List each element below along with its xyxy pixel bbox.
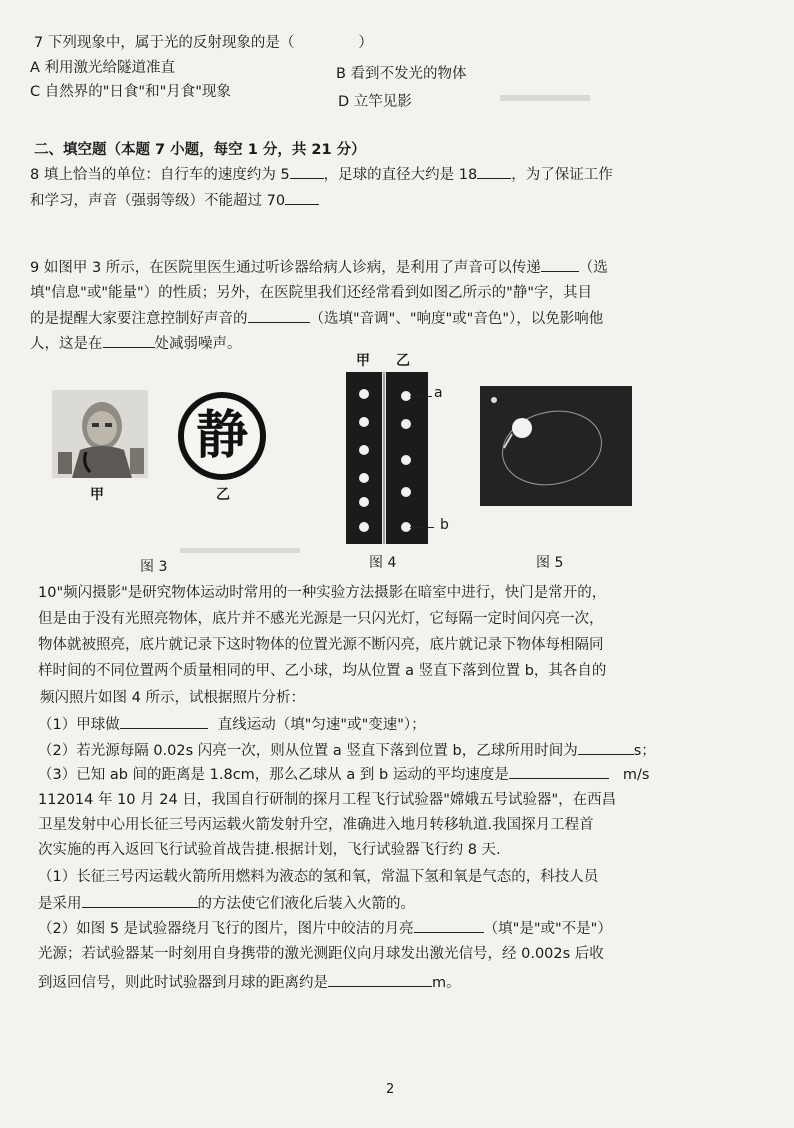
blank — [328, 972, 432, 987]
orbit-photo-drawing — [480, 386, 632, 506]
blank — [509, 764, 609, 779]
blank — [290, 164, 324, 179]
q10-sub3: （3）已知 ab 间的距离是 1.8cm，那么乙球从 a 到 b 运动的平均速度是 m/s — [38, 764, 649, 785]
fig4-marker-b-line — [410, 527, 434, 528]
q7-option-a: A 利用激光给隧道准直 — [30, 60, 176, 76]
blank — [82, 893, 198, 908]
q11-line1: 112014 年 10 月 24 日，我国自行研制的探月工程飞行试验器"嫦娥五号试验器"，在西昌 — [38, 792, 617, 808]
blank — [285, 190, 319, 205]
q7-option-b: B 看到不发光的物体 — [336, 66, 467, 82]
q11-sub1-line1: （1）长征三号丙运载火箭所用燃料为液态的氢和氧，常温下氢和氧是气态的，科技人员 — [38, 869, 599, 885]
blank — [248, 308, 310, 323]
q11-line2: 卫星发射中心用长征三号丙运载火箭发射升空，准确进入地月转移轨道.我国探月工程首 — [38, 817, 594, 833]
fig4-marker-a-line — [410, 396, 432, 397]
blank — [578, 740, 634, 755]
fig4-strobe-photo — [346, 372, 428, 544]
fig3-label-yi: 乙 — [216, 487, 230, 503]
q7-option-c: C 自然界的"日食"和"月食"现象 — [30, 84, 231, 100]
q11-sub1-line2: 是采用 的方法使它们液化后装入火箭的。 — [38, 893, 415, 914]
blank — [477, 164, 511, 179]
q10-sub2: （2）若光源每隔 0.02s 闪亮一次，则从位置 a 竖直下落到位置 b，乙球所用时间为 s； — [38, 740, 656, 761]
q7-stem: 7 下列现象中，属于光的反射现象的是（ ） — [34, 35, 373, 51]
fig3-quiet-sign — [178, 392, 266, 480]
fig3-doctor-photo — [52, 390, 148, 478]
q10-sub1: （1）甲球做 直线运动（填"匀速"或"变速"）； — [38, 714, 426, 735]
q9-line2: 填"信息"或"能量"）的性质；另外，在医院里我们还经常看到如图乙所示的"静"字，其目 — [30, 285, 593, 301]
fig4-label-yi: 乙 — [396, 353, 410, 369]
blank — [541, 257, 579, 272]
q9-line3: 的是提醒大家要注意控制好声音的 （选填"音调"、"响度"或"音色"），以免影响他 — [30, 308, 603, 329]
blank — [103, 333, 155, 348]
q10-line2: 但是由于没有光照亮物体，底片并不感光光源是一只闪光灯，它每隔一定时间闪亮一次， — [38, 611, 604, 627]
q8-line1: 8 填上恰当的单位：自行车的速度约为 5 ，足球的直径大约是 18 ，为了保证工作 — [30, 164, 613, 185]
blank — [414, 918, 484, 933]
q11-sub2-line2: 光源；若试验器某一时刻用自身携带的激光测距仪向月球发出激光信号，经 0.002s 后收 — [38, 946, 604, 962]
fig5-orbit-photo — [480, 386, 632, 506]
fig3-label-jia: 甲 — [90, 487, 104, 503]
fig4-marker-b: b — [440, 517, 449, 533]
q10-line4: 样时间的不同位置两个质量相同的甲、乙小球，均从位置 a 竖直下落到位置 b，其各自的 — [38, 663, 607, 679]
q11-sub2-line1: （2）如图 5 是试验器绕月飞行的图片，图片中皎洁的月亮 （填"是"或"不是"） — [38, 918, 612, 939]
bleed-through-smudge — [180, 548, 300, 553]
page-number: 2 — [386, 1082, 395, 1097]
q10-line1: 10"频闪摄影"是研究物体运动时常用的一种实验方法摄影在暗室中进行，快门是常开的， — [38, 585, 607, 601]
section-title: 二、填空题（本题 7 小题，每空 1 分，共 21 分） — [34, 142, 366, 158]
q7-option-d: D 立竿见影 — [338, 94, 412, 110]
q11-sub2-line3: 到返回信号，则此时试验器到月球的距离约是 m。 — [38, 972, 461, 993]
quiet-sign-character: 静 — [195, 406, 248, 466]
q10-line5: 频闪照片如图 4 所示，试根据照片分析： — [40, 690, 305, 706]
q9-line4: 人，这是在 处减弱噪声。 — [30, 333, 242, 354]
fig3-caption: 图 3 — [140, 559, 168, 575]
fig5-caption: 图 5 — [536, 555, 564, 571]
q11-line3: 次实施的再入返回飞行试验首战告捷.根据计划，飞行试验器飞行约 8 天. — [38, 842, 501, 858]
blank — [120, 714, 208, 729]
fig4-marker-a: a — [434, 385, 443, 401]
fig4-label-jia: 甲 — [356, 353, 370, 369]
q9-line1: 9 如图甲 3 所示，在医院里医生通过听诊器给病人诊病，是利用了声音可以传递 （选 — [30, 257, 608, 278]
q8-line2: 和学习，声音（强弱等级）不能超过 70 — [30, 190, 319, 211]
strobe-photo-drawing — [346, 372, 428, 544]
fig4-caption: 图 4 — [369, 555, 397, 571]
bleed-through-smudge — [500, 95, 590, 101]
doctor-illustration — [52, 390, 148, 478]
q10-line3: 物体就被照亮，底片就记录下这时物体的位置光源不断闪亮，底片就记录下物体每相隔同 — [38, 637, 604, 653]
